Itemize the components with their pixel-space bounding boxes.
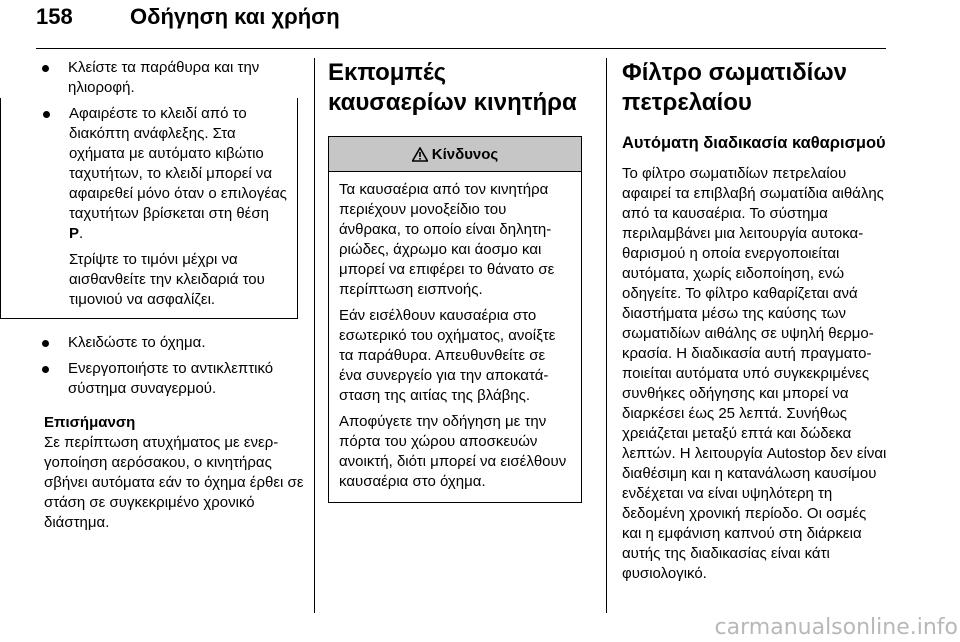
dpf-body: Το φίλτρο σωματιδίων πετρελαίου αφαιρεί τα επιβλαβή σωματίδια αιθάλης από τα καυσαέρια. Το σύστημα περιλαμβάνει μια λειτουργία αυτοκαθαρισμού η οποία ενεργοποιείται αυτόματα, χωρίς ειδοποίηση, ενώ οδηγείτε. Το φίλτρο καθαρίζεται ανά διαστήματα μέσω της καύσης των σωματιδίων αιθάλης σε υψηλή θερμοκρασία. Η διαδικασία αυτή πραγματοποιείται αυτόματα υπό συγκεκριμένες συνθήκες οδήγησης και μπορεί να διαρκέσει έως 25 λεπτά. Συνήθως χρειάζεται μεταξύ επτά και δώδεκα λεπτών. Η λειτουργία Autostop δεν είναι διαθέσιμη και η κατανάλωση καυσίμου ενδέχεται να είναι υψηλότερη τη δεδομένη χρονική περίοδο. Οι οσμές και η εμφάνιση καπνού στη διάρκεια αυτής της διαδικασίας είναι κάτι φυσιολογικό. [622, 165, 887, 582]
danger-para-1: Τα καυσαέρια από τον κινητήρα περιέχουν μονοξείδιο του άνθρακα, το οποίο είναι δηλητηριώδες, άχρωμο και άοσμο και μπορεί να επιφέρει το θάνατο σε περίπτωση εισπνοής. [339, 181, 555, 298]
note [36, 413, 304, 533]
column-2 [328, 58, 582, 503]
note-title: Επισήμανση [44, 414, 136, 431]
watermark: carmanualsonline.info [714, 615, 958, 640]
bullet-activate-alarm: Ενεργοποιήστε το αντικλεπτικό σύστημα συναγερμού. [36, 359, 304, 399]
bullet-lock-vehicle: Κλειδώστε το όχημα. [36, 333, 304, 353]
danger-body [329, 172, 581, 502]
danger-header [329, 137, 581, 172]
dpf-subtitle: Αυτόματη διαδικασία καθαρισμού [622, 134, 886, 152]
bullet-close-windows: Κλείστε τα παράθυρα και την ηλιοροφή. [36, 58, 304, 98]
danger-box [328, 136, 582, 503]
column-divider-1 [314, 58, 315, 613]
bullet-remove-key [37, 104, 287, 244]
column-1 [36, 58, 304, 533]
steering-lock-para: Στρίψτε το τιμόνι μέχρι να αισθανθείτε την κλειδαριά του τιμονιού να ασφαλίζει. [69, 251, 265, 308]
note-body: Σε περίπτωση ατυχήματος με ενεργοποίηση αερόσακου, ο κινητήρας σβήνει αυτόματα εάν το όχημα έρθει σε στάση σε συγκεκριμένο χρονικό διάστημα. [44, 434, 304, 531]
page-header [36, 4, 886, 49]
danger-para-3: Αποφύγετε την οδήγηση με την πόρτα του χώρου αποσκευών ανοικτή, διότι μπορεί να εισέλθουν καυσαέρια στο όχημα. [339, 413, 567, 490]
gear-position-p: P [69, 225, 80, 242]
page-number: 158 [36, 4, 73, 29]
danger-label: Κίνδυνος [431, 145, 499, 163]
chapter-title: Οδήγηση και χρήση [130, 4, 340, 29]
bottom-bullets [36, 333, 304, 399]
column-3 [622, 58, 888, 590]
boxed-steps [0, 98, 298, 319]
dpf-title: Φίλτρο σωματιδίων πετρελαίου [622, 59, 847, 116]
remove-key-end: . [79, 225, 84, 242]
danger-para-2: Εάν εισέλθουν καυσαέρια στο εσωτερικό του οχήματος, ανοίξτε τα παράθυρα. Απευθυνθείτε σε ένα συνεργείο για την αποκατάσταση της αιτίας της βλάβης. [339, 307, 556, 404]
warning-triangle-icon [412, 147, 428, 162]
exhaust-title: Εκπομπές καυσαερίων κινητήρα [328, 59, 577, 116]
column-divider-2 [606, 58, 607, 613]
remove-key-text: Αφαιρέστε το κλειδί από το διακόπτη ανάφλεξης. Στα οχήματα με αυτόματο κιβώτιο ταχυτήτων, το κλειδί μπορεί να αφαιρεθεί μόνο όταν ο επιλογέας ταχυτήτων βρίσκεται στη θέση [69, 105, 287, 222]
